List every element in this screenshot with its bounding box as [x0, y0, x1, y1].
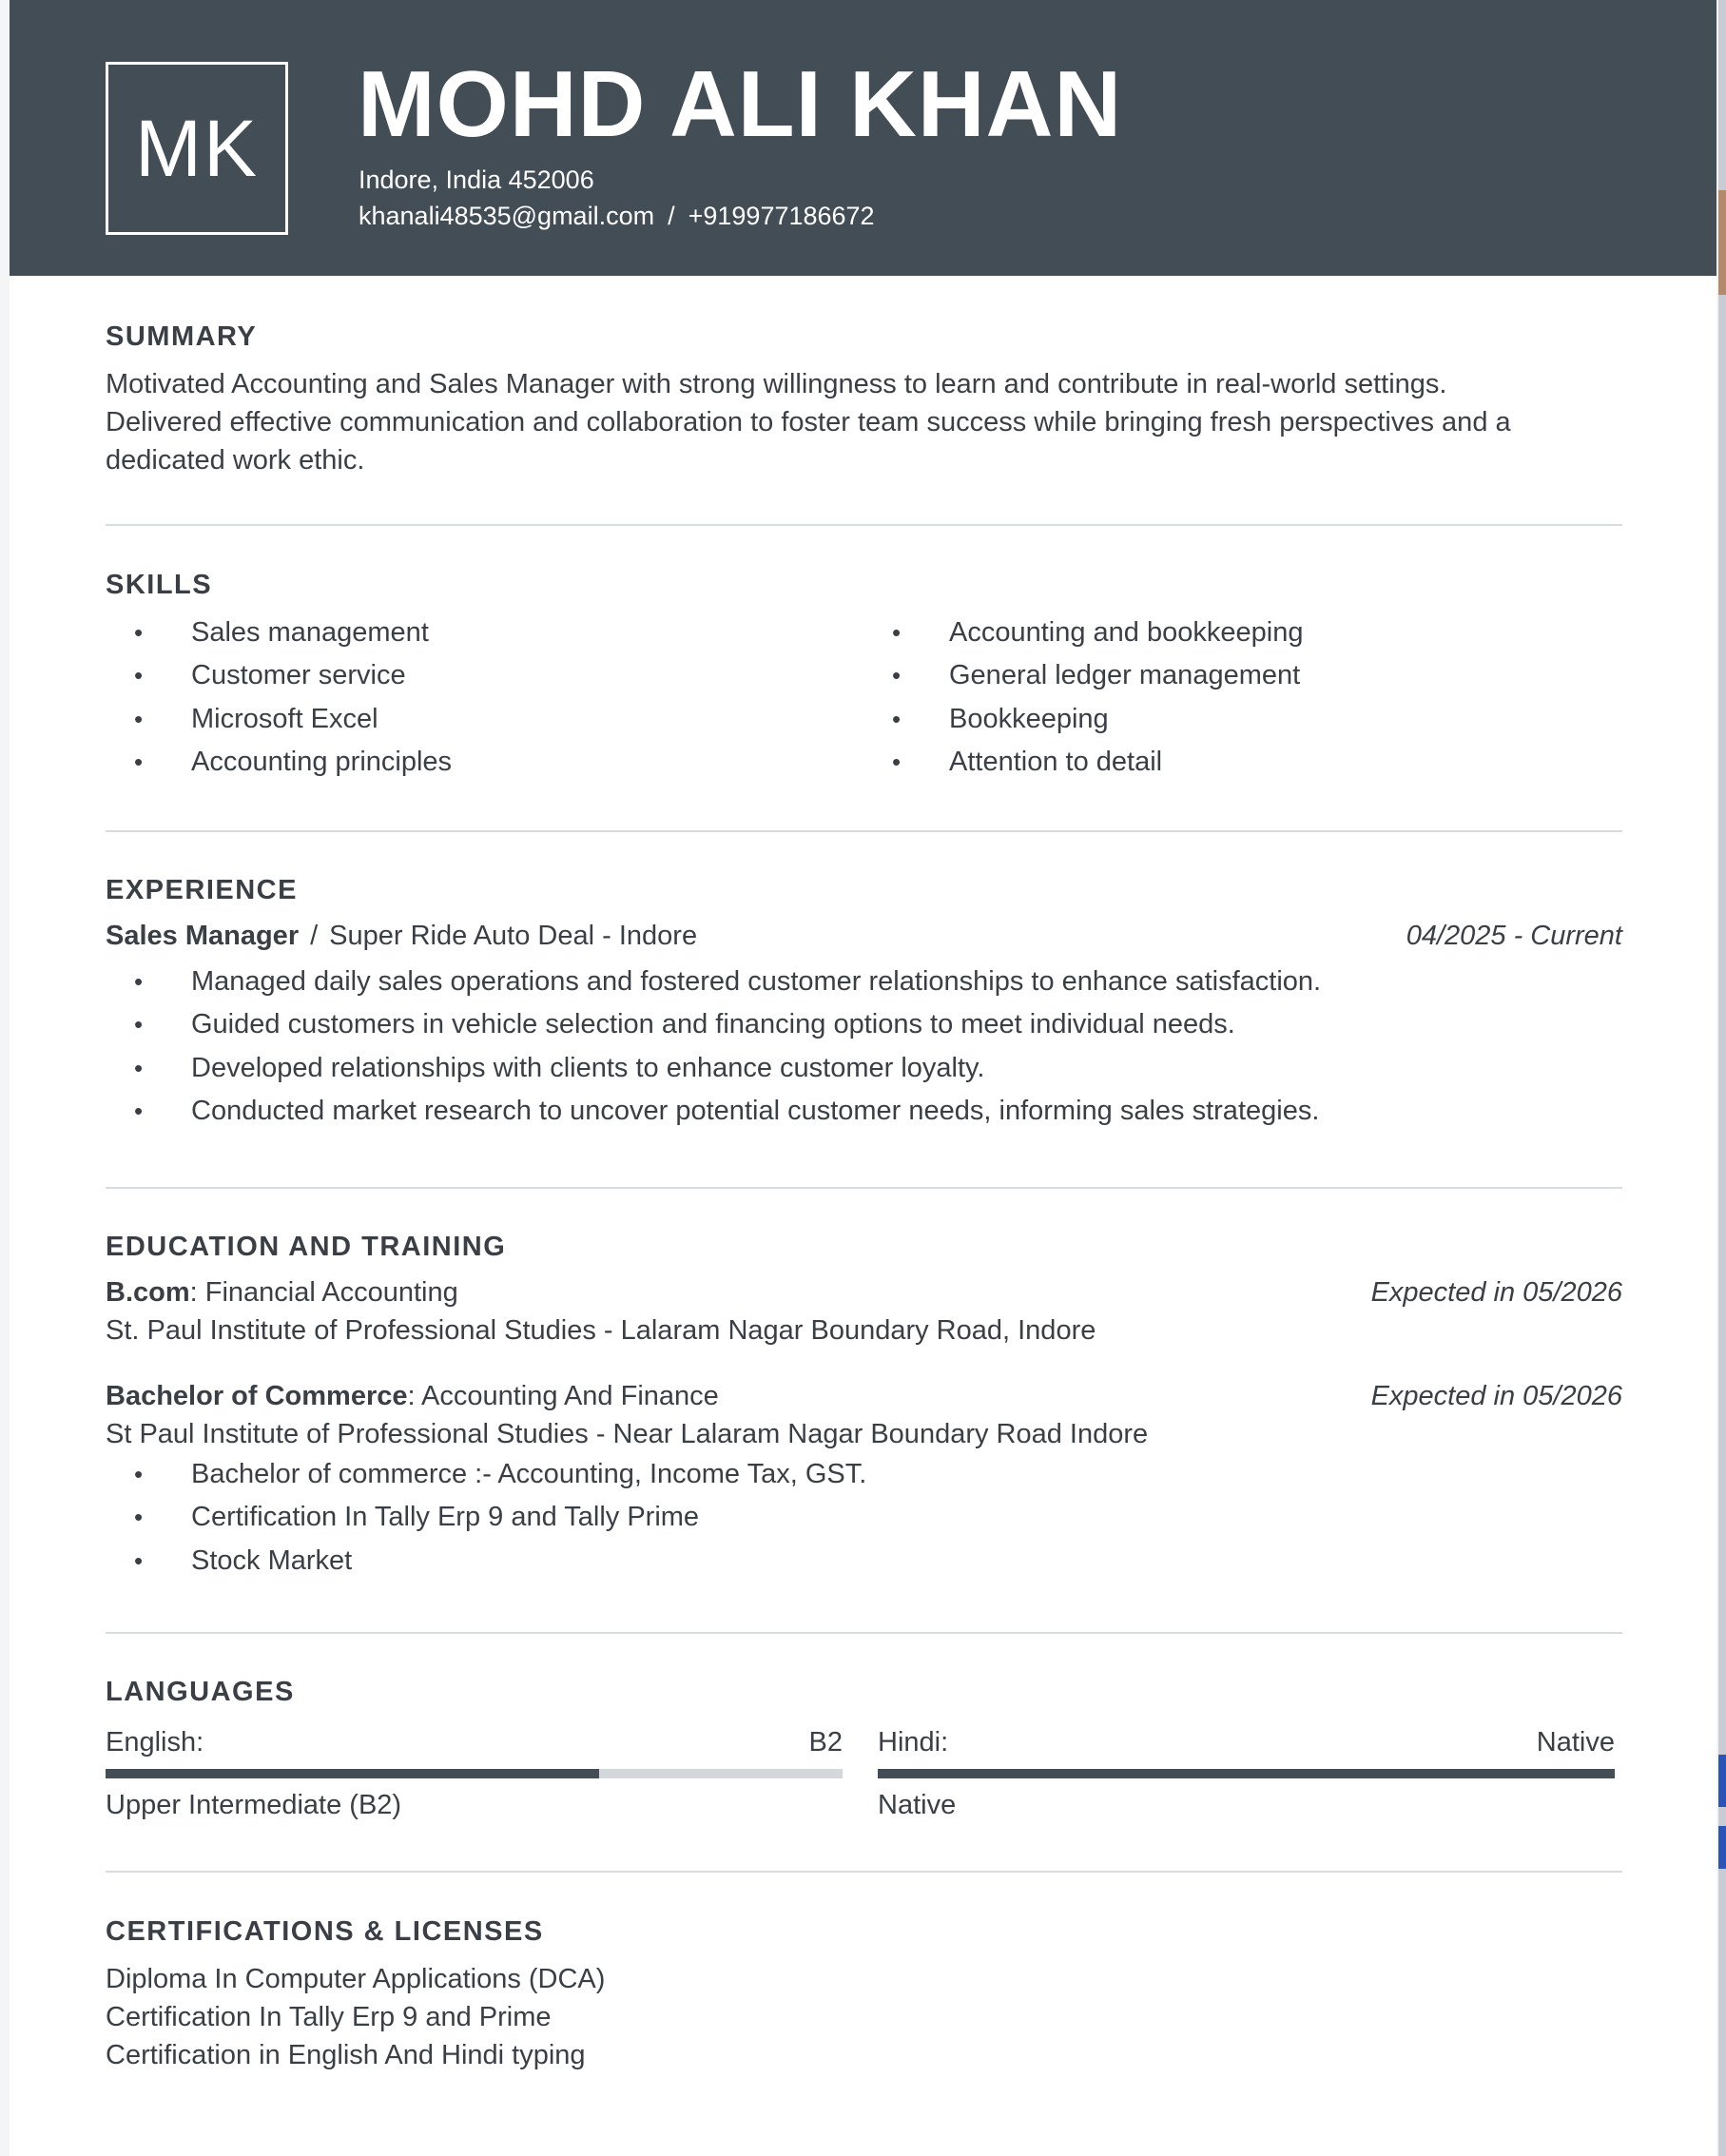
language-code: Native [1536, 1727, 1615, 1758]
bullet-icon: • [134, 1459, 144, 1488]
certifications-section [106, 1915, 1622, 2074]
job-bullets [106, 961, 1622, 1134]
bullet-icon: • [134, 704, 144, 733]
bullet-icon: • [134, 617, 144, 647]
candidate-name: MOHD ALI KHAN [358, 51, 1123, 156]
education-bullet-text: Stock Market [191, 1544, 353, 1576]
list-item [863, 741, 1621, 785]
skill-label: Accounting and bookkeeping [949, 616, 1304, 648]
list-item [106, 1540, 1622, 1583]
bullet-icon: • [892, 661, 902, 690]
summary-text [106, 365, 1622, 479]
languages-section [106, 1676, 1622, 1709]
summary-line: dedicated work ethic. [106, 444, 365, 476]
list-item [106, 1090, 1622, 1134]
section-title-certifications: CERTIFICATIONS & LICENSES [106, 1916, 544, 1947]
job-bullet-text: Managed daily sales operations and fostered customer relationships to enhance satisfaction. [191, 965, 1322, 997]
degree-field: : Financial Accounting [189, 1276, 458, 1308]
education-date: Expected in 05/2026 [1370, 1276, 1622, 1308]
job-bullet-text: Conducted market research to uncover potential customer needs, informing sales strategies. [191, 1096, 1320, 1127]
language-english [106, 1723, 843, 1824]
language-level: Upper Intermediate (B2) [106, 1790, 402, 1820]
list-item [863, 698, 1621, 742]
bullet-icon: • [892, 748, 902, 777]
bullet-icon: • [892, 617, 902, 647]
bullet-icon: • [134, 966, 144, 996]
language-proficiency-fill [106, 1769, 599, 1778]
section-title-skills: SKILLS [106, 570, 213, 600]
bullet-icon: • [134, 748, 144, 777]
section-divider [106, 524, 1622, 526]
resume-page [10, 0, 1716, 2156]
section-title-languages: LANGUAGES [106, 1677, 295, 1707]
job-header [106, 917, 1622, 955]
school-name: St. Paul Institute of Professional Studies - Lalaram Nagar Boundary Road, Indore [106, 1314, 1096, 1346]
job-company: Super Ride Auto Deal - Indore [329, 920, 698, 951]
certification-item: Certification In Tally Erp 9 and Prime [106, 2001, 552, 2032]
job-title-line [106, 917, 697, 955]
list-item [106, 961, 1622, 1004]
education-bullet-text: Bachelor of commerce :- Accounting, Income Tax, GST. [191, 1458, 867, 1489]
education-section [106, 1231, 1622, 1583]
contact-separator: / [668, 202, 675, 230]
list-item [106, 1453, 1622, 1497]
skill-label: Customer service [191, 660, 406, 691]
section-divider [106, 1871, 1622, 1873]
degree-line [106, 1377, 719, 1415]
bullet-icon: • [134, 1503, 144, 1532]
section-title-education: EDUCATION AND TRAINING [106, 1232, 507, 1262]
degree-field: : Accounting And Finance [407, 1380, 719, 1411]
school-name: St Paul Institute of Professional Studies - Near Lalaram Nagar Boundary Road Indore [106, 1418, 1149, 1449]
degree-name: Bachelor of Commerce [106, 1380, 408, 1411]
bullet-icon: • [134, 661, 144, 690]
summary-line: Motivated Accounting and Sales Manager with strong willingness to learn and contribute in real-world settings. [106, 368, 1447, 399]
language-header [878, 1723, 1615, 1761]
bullet-icon: • [892, 704, 902, 733]
certification-item: Certification in English And Hindi typing [106, 2039, 586, 2070]
section-title-experience: EXPERIENCE [106, 875, 298, 905]
list-item [106, 1047, 1622, 1091]
language-header [106, 1723, 843, 1761]
certifications-list [106, 1960, 1622, 2074]
skill-label: Microsoft Excel [191, 703, 378, 734]
skills-list-left [106, 612, 863, 785]
job-bullet-text: Guided customers in vehicle selection and financing options to meet individual needs. [191, 1009, 1235, 1040]
address: Indore, India 452006 [359, 165, 594, 194]
education-bullet-text: Certification In Tally Erp 9 and Tally Prime [191, 1502, 700, 1533]
list-item [106, 612, 863, 655]
viewer-edge-mark [1718, 190, 1726, 295]
skills-grid [106, 612, 1622, 785]
job-bullet-text: Developed relationships with clients to enhance customer loyalty. [191, 1052, 985, 1083]
resume-header [10, 0, 1716, 276]
skill-label: Accounting principles [191, 747, 453, 778]
bullet-icon: • [134, 1010, 144, 1039]
language-name: English: [106, 1727, 204, 1758]
education-entry-header [106, 1377, 1622, 1415]
section-divider [106, 830, 1622, 832]
education-bullets [106, 1453, 1622, 1583]
monogram-badge: MK [106, 62, 288, 235]
certification-item: Diploma In Computer Applications (DCA) [106, 1963, 606, 1994]
job-dates: 04/2025 - Current [1406, 920, 1622, 951]
skill-label: Attention to detail [949, 747, 1163, 778]
degree-name: B.com [106, 1276, 190, 1308]
summary-section [106, 320, 1622, 479]
list-item [106, 654, 863, 698]
language-proficiency-bar [878, 1769, 1615, 1778]
phone-link[interactable]: +919977186672 [688, 202, 875, 230]
education-school [106, 1311, 1622, 1350]
experience-section [106, 874, 1622, 1134]
education-school [106, 1415, 1622, 1453]
bullet-icon: • [134, 1545, 144, 1575]
list-item [106, 1496, 1622, 1540]
list-item [863, 654, 1621, 698]
email-link[interactable]: khanali48535@gmail.com [359, 202, 655, 230]
skill-label: Sales management [191, 616, 429, 648]
list-item [106, 1003, 1622, 1047]
list-item [106, 698, 863, 742]
language-proficiency-bar [106, 1769, 843, 1778]
section-divider [106, 1632, 1622, 1634]
viewer-edge-mark [1718, 1755, 1726, 1807]
list-item [106, 741, 863, 785]
language-code: B2 [808, 1727, 843, 1758]
summary-line: Delivered effective communication and collaboration to foster team success while bringing fresh perspectives and a [106, 406, 1511, 437]
section-title-summary: SUMMARY [106, 321, 258, 352]
degree-line [106, 1273, 458, 1311]
job-separator: / [310, 920, 319, 951]
contact-line [359, 202, 875, 231]
language-level: Native [878, 1790, 957, 1820]
job-role: Sales Manager [106, 920, 300, 951]
bullet-icon: • [134, 1097, 144, 1126]
language-hindi [878, 1723, 1615, 1824]
skill-label: General ledger management [949, 660, 1301, 691]
education-date: Expected in 05/2026 [1370, 1380, 1622, 1411]
section-divider [106, 1187, 1622, 1189]
skills-list-right [863, 612, 1621, 785]
list-item [863, 612, 1621, 655]
viewer-edge-mark [1718, 1826, 1726, 1869]
skills-section [106, 569, 1622, 785]
language-proficiency-fill [878, 1769, 1615, 1778]
education-entry-header [106, 1273, 1622, 1311]
skill-label: Bookkeeping [949, 703, 1109, 734]
bullet-icon: • [134, 1053, 144, 1082]
language-name: Hindi: [878, 1727, 949, 1758]
